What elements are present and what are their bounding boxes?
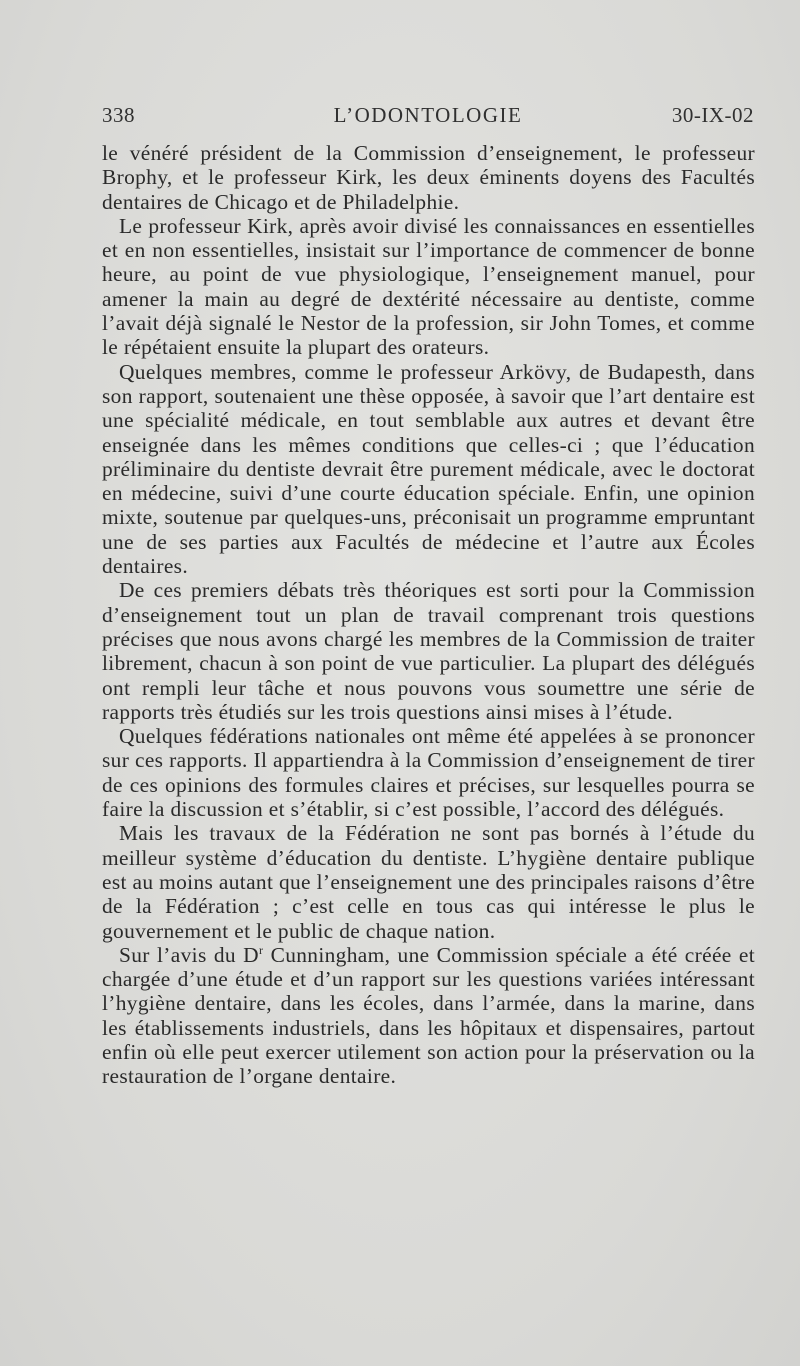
paragraph-kirk: Le professeur Kirk, après avoir divisé les connaissances en essentielles et en non essentielles, insistait sur l’importance de commencer de bonne heure, au point de vue physiologique, l’enseignement manuel, pour amener la main au degré de dextérité nécessaire au dentiste, comme l’avait déjà signalé le Nestor de la profession, sir John Tomes, et comme le répétaient ensuite la plupart des orateurs. [102,213,755,360]
running-header [102,103,754,133]
paragraph-federations: Quelques fédérations nationales ont même été appelées à se prononcer sur ces rapports. Il appartiendra à la Commission d’enseignement de tirer de ces opinions des formules claires et précises, sur lesquelles pourra se faire la discussion et s’établir, si c’est possible, l’accord des délégués. [102,724,755,822]
paragraph-continuation: le vénéré président de la Commission d’enseignement, le professeur Brophy, et le professeur Kirk, les deux éminents doyens des Facultés dentaires de Chicago et de Philadelphie. [102,141,755,214]
doctor-abbrev-superscript: r [258,942,264,957]
paragraph-arkovy: Quelques membres, comme le professeur Arkövy, de Budapesth, dans son rapport, soutenaient une thèse opposée, à savoir que l’art dentaire est une spécialité médicale, en tout semblable aux autres et devant être enseignée dans les mêmes conditions que celles-ci ; que l’éducation préliminaire du dentiste devrait être purement médicale, avec le doctorat en médecine, suivi d’une courte éducation spéciale. Enfin, une opinion mixte, soutenue par quelques-uns, préconisait un programme empruntant une de ses parties aux Facultés de médecine et l’autre aux Écoles dentaires. [102,359,755,579]
paragraph-cunningham-rest: Cunningham, une Commission spéciale a été créée et chargée d’une étude et d’un rapport sur les questions variées intéressant l’hygiène dentaire, dans les écoles, dans l’armée, dans la marine, dans les établissements industriels, dans les hôpitaux et dispensaires, partout enfin où elle peut exercer utilement son action pour la préservation ou la restauration de l’organe dentaire. [102,942,756,1089]
paragraph-cunningham [102,943,755,1089]
page-number: 338 [102,103,135,127]
paragraph-travaux: Mais les travaux de la Fédération ne sont pas bornés à l’étude du meilleur système d’éducation du dentiste. L’hygiène dentaire publique est au moins autant que l’enseignement une des principales raisons d’être de la Fédération ; c’est celle en tous cas qui intéresse le plus le gouvernement et le public de chaque nation. [102,821,755,943]
paragraph-cunningham-start: Sur l’avis du D [119,942,259,967]
running-title: L’ODONTOLOGIE [333,103,523,127]
issue-date: 30-IX-02 [671,103,754,127]
paragraph-debats: De ces premiers débats très théoriques est sorti pour la Commission d’enseignement tout un plan de travail comprenant trois questions précises que nous avons chargé les membres de la Commission de traiter librement, chacun à son point de vue particulier. La plupart des délégués ont rempli leur tâche et nous pouvons vous soumettre une série de rapports très étudiés sur les trois questions ainsi mises à l’étude. [102,578,755,724]
body-text [102,141,755,1089]
